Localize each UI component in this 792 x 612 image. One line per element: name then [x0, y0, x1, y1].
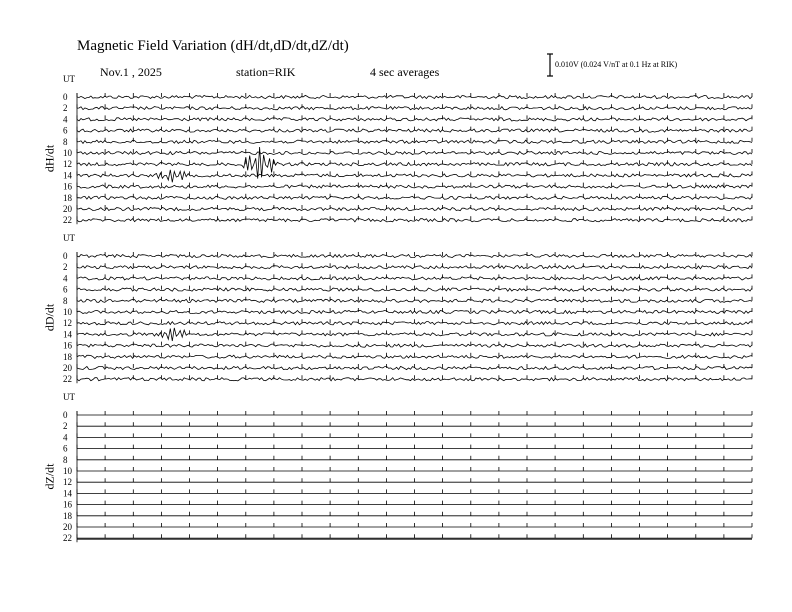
ut-label: UT: [63, 392, 75, 402]
hour-tick-label: 12: [63, 159, 72, 170]
hour-tick-label: 16: [63, 181, 72, 192]
hour-tick-label: 22: [63, 374, 72, 385]
hour-tick-label: 8: [63, 136, 68, 147]
hour-tick-label: 4: [63, 114, 68, 125]
hour-tick-label: 4: [63, 273, 68, 284]
hour-tick-label: 22: [63, 215, 72, 226]
hour-tick-label: 10: [63, 307, 72, 317]
hour-tick-label: 6: [63, 125, 68, 136]
ut-label: UT: [63, 233, 75, 243]
hour-tick-label: 16: [63, 340, 72, 351]
hour-tick-label: 0: [63, 251, 68, 261]
hour-tick-label: 14: [63, 170, 72, 181]
panel-dZ-dt: [63, 410, 752, 543]
hour-tick-label: 8: [63, 295, 68, 306]
hour-tick-label: 6: [63, 284, 68, 295]
hour-tick-label: 20: [63, 363, 72, 373]
panel-dD-dt: [63, 251, 752, 384]
scale-note: 0.010V (0.024 V/nT at 0.1 Hz at RIK): [555, 60, 678, 69]
hour-tick-label: 2: [63, 262, 68, 273]
y-axis-label: dH/dt: [42, 144, 57, 172]
hour-tick-label: 0: [63, 410, 68, 420]
hour-tick-label: 14: [63, 329, 72, 340]
hour-tick-label: 12: [63, 318, 72, 329]
chart-title: Magnetic Field Variation (dH/dt,dD/dt,dZ/dt): [77, 38, 349, 54]
hour-tick-label: 16: [63, 499, 72, 510]
date-label: Nov.1 , 2025: [100, 65, 162, 79]
y-axis-label: dD/dt: [42, 303, 57, 331]
hour-tick-label: 18: [63, 510, 72, 521]
hour-tick-label: 20: [63, 204, 72, 214]
hour-tick-label: 20: [63, 522, 72, 532]
hour-tick-label: 14: [63, 488, 72, 499]
hour-tick-label: 4: [63, 432, 68, 443]
ut-label: UT: [63, 74, 75, 84]
hour-tick-label: 0: [63, 92, 68, 102]
station-label: station=RIK: [236, 65, 296, 79]
hour-tick-label: 18: [63, 351, 72, 362]
y-axis-label: dZ/dt: [42, 463, 57, 490]
hour-tick-label: 6: [63, 443, 68, 454]
averaging-label: 4 sec averages: [370, 65, 440, 79]
hour-tick-label: 12: [63, 477, 72, 488]
trace-line: [77, 328, 752, 341]
hour-tick-label: 8: [63, 454, 68, 465]
panel-dH-dt: [63, 92, 752, 225]
hour-tick-label: 10: [63, 148, 72, 158]
hour-tick-label: 2: [63, 421, 68, 432]
hour-tick-label: 22: [63, 533, 72, 544]
hour-tick-label: 18: [63, 192, 72, 203]
hour-tick-label: 10: [63, 466, 72, 476]
hour-tick-label: 2: [63, 103, 68, 114]
